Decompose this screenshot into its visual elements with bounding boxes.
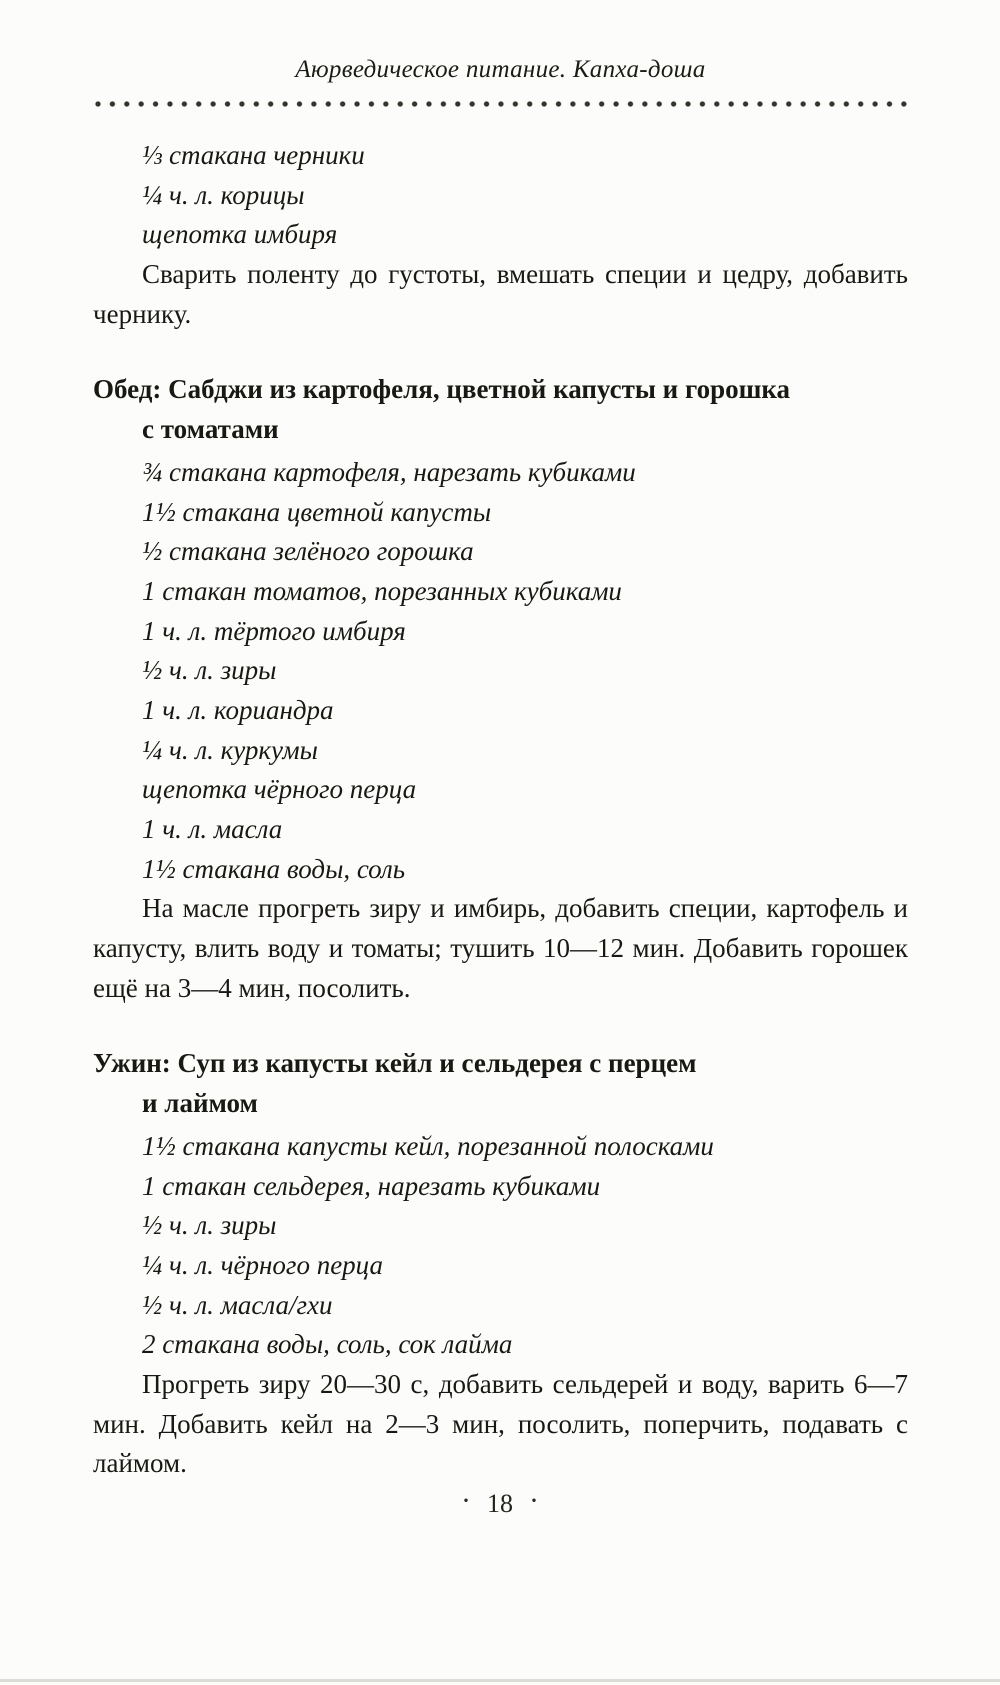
ingredient-line: ⅓ стакана черники: [142, 140, 365, 170]
ingredient-line: ¾ стакана картофеля, нарезать кубиками: [142, 456, 636, 487]
heading-line: и лаймом: [142, 1088, 258, 1119]
ingredient-line: ¼ ч. л. корицы: [142, 179, 305, 210]
scan-edge: [0, 1679, 1000, 1682]
instruction-paragraph: Сварить поленту до густоты, вмешать специи и цедру, добавить чернику.: [93, 259, 908, 329]
ingredient-line: щепотка имбиря: [142, 219, 338, 250]
ingredient-line: 2 стакана воды, соль, сок лайма: [142, 1329, 513, 1360]
instruction-paragraph: Прогреть зиру 20—30 с, добавить сельдерей и воду, варить 6—7 мин. Добавить кейл на 2—3 мин, посолить, поперчить, подавать с лаймом.: [93, 1368, 908, 1479]
heading-line: Обед: Сабджи из картофеля, цветной капусты и горошка: [93, 374, 791, 405]
dotted-separator: [93, 98, 908, 110]
footer-dot-right: ·: [529, 1484, 539, 1517]
ingredient-line: ½ ч. л. зиры: [142, 1210, 277, 1241]
ingredient-line: 1 ч. л. масла: [142, 814, 283, 844]
ingredient-line: ½ ч. л. зиры: [142, 655, 277, 686]
content-blocks: [93, 136, 908, 1484]
instruction-paragraph: На масле прогреть зиру и имбирь, добавить специи, картофель и капусту, влить воду и томаты; тушить 10—12 мин. Добавить горошек ещё на 3—4 мин, посолить.: [93, 893, 908, 1003]
recipe-heading: [93, 370, 908, 449]
heading-line: Ужин: Суп из капусты кейл и сельдерея с перцем: [93, 1048, 697, 1079]
ingredient-line: ¼ ч. л. чёрного перца: [142, 1249, 384, 1280]
ingredient-line: ½ ч. л. масла/гхи: [142, 1289, 333, 1320]
ingredient-line: 1 ч. л. тёртого имбиря: [142, 615, 406, 646]
ingredient-line: ½ стакана зелёного горошка: [142, 536, 474, 567]
recipe-heading: [93, 1044, 908, 1123]
footer-dot-left: ·: [461, 1484, 471, 1517]
page-footer: [0, 1486, 1000, 1520]
ingredient-line: 1½ стакана цветной капусты: [142, 496, 492, 527]
ingredient-line: 1 ч. л. кориандра: [142, 694, 334, 725]
ingredient-line: 1½ стакана капусты кейл, порезанной полосками: [142, 1130, 714, 1161]
ingredient-line: щепотка чёрного перца: [142, 774, 417, 805]
ingredient-line: 1 стакан томатов, порезанных кубиками: [142, 575, 622, 606]
ingredient-line: 1½ стакана воды, соль: [142, 853, 406, 884]
running-header: Аюрведическое питание. Капха-доша: [295, 56, 706, 83]
heading-line: с томатами: [142, 414, 279, 445]
ingredient-line: ¼ ч. л. куркумы: [142, 734, 318, 765]
page-number: 18: [487, 1489, 513, 1518]
ingredient-line: 1 стакан сельдерея, нарезать кубиками: [142, 1170, 601, 1201]
